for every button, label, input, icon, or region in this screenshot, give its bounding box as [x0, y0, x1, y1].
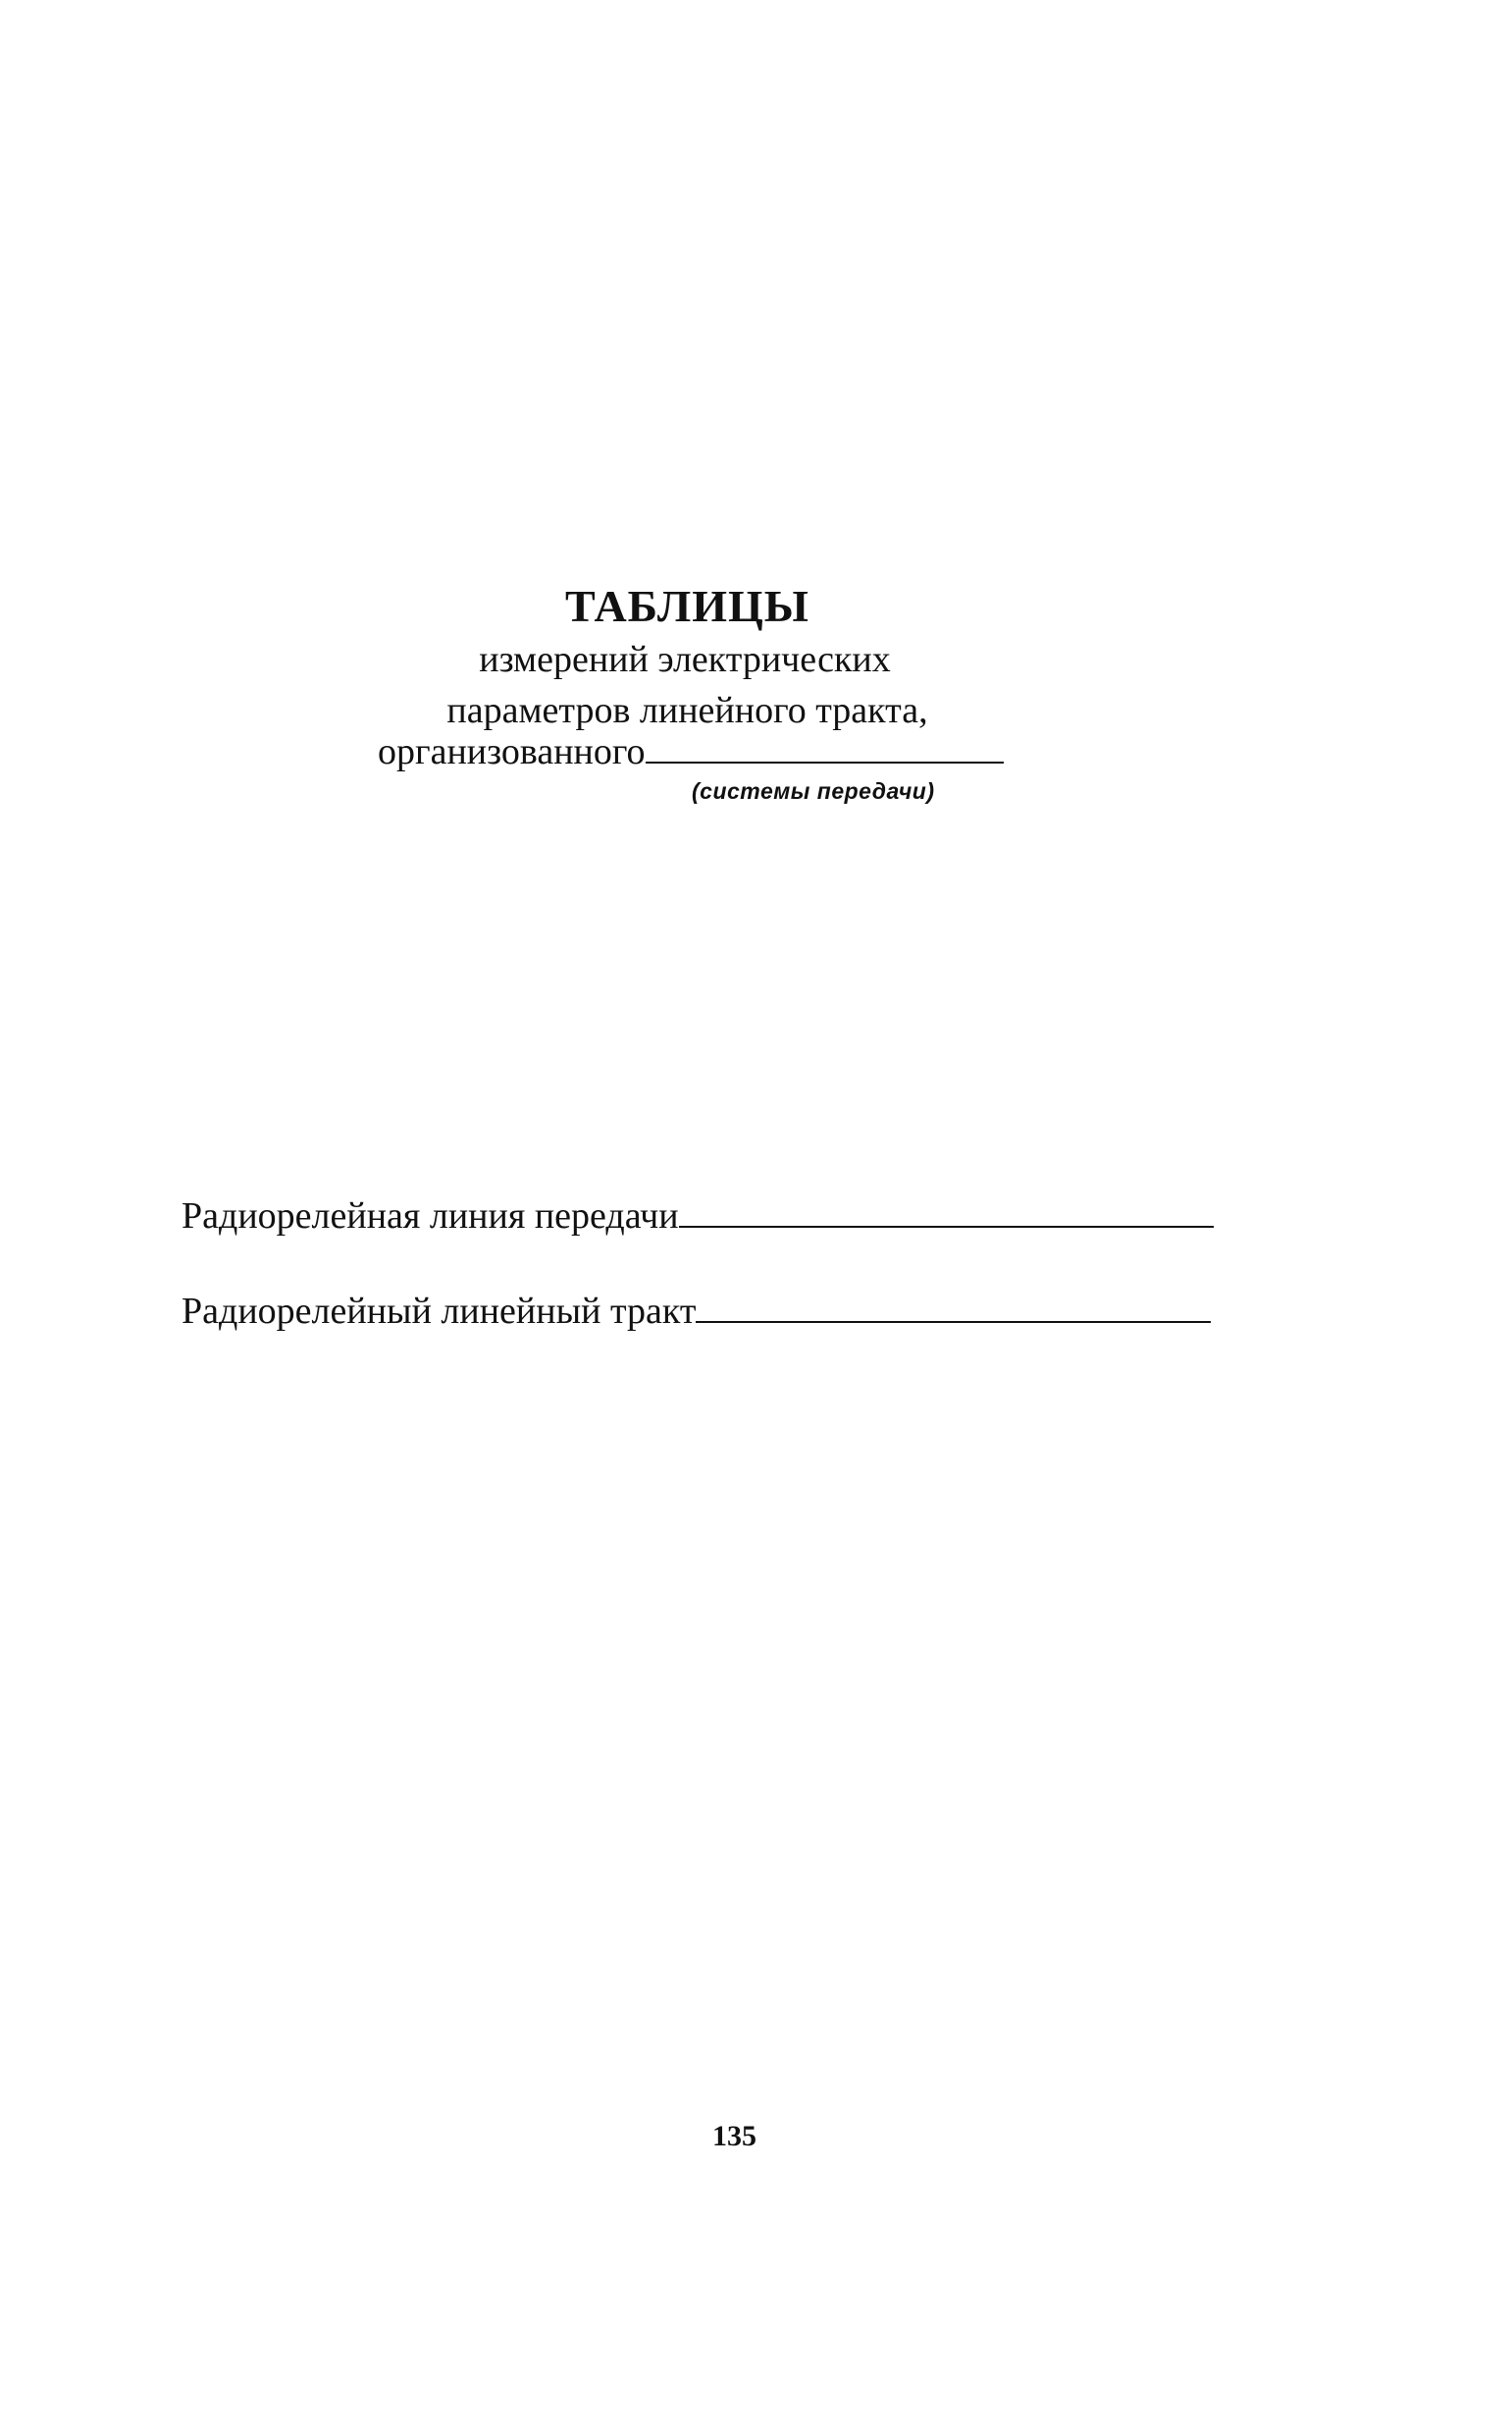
subtitle-line-1: измерений электрических [479, 639, 891, 680]
document-title: ТАБЛИЦЫ [565, 581, 809, 631]
organized-row [378, 726, 1004, 777]
organized-label: организованного [378, 731, 646, 772]
title-block [0, 579, 1512, 736]
radio-relay-line-blank-field[interactable] [679, 1194, 1214, 1228]
radio-relay-path-row [182, 1286, 1211, 1337]
radio-relay-path-label: Радиорелейный линейный тракт [182, 1291, 697, 1332]
subtitle-line-2: параметров линейного тракта, [446, 690, 928, 731]
radio-relay-path-blank-field[interactable] [696, 1290, 1211, 1323]
radio-relay-line-label: Радиорелейная линия передачи [182, 1195, 679, 1237]
radio-relay-line-row [182, 1190, 1214, 1242]
organized-caption: (системы передачи) [692, 778, 935, 804]
organized-blank-field[interactable] [646, 730, 1004, 764]
page-number: 135 [712, 2120, 756, 2152]
